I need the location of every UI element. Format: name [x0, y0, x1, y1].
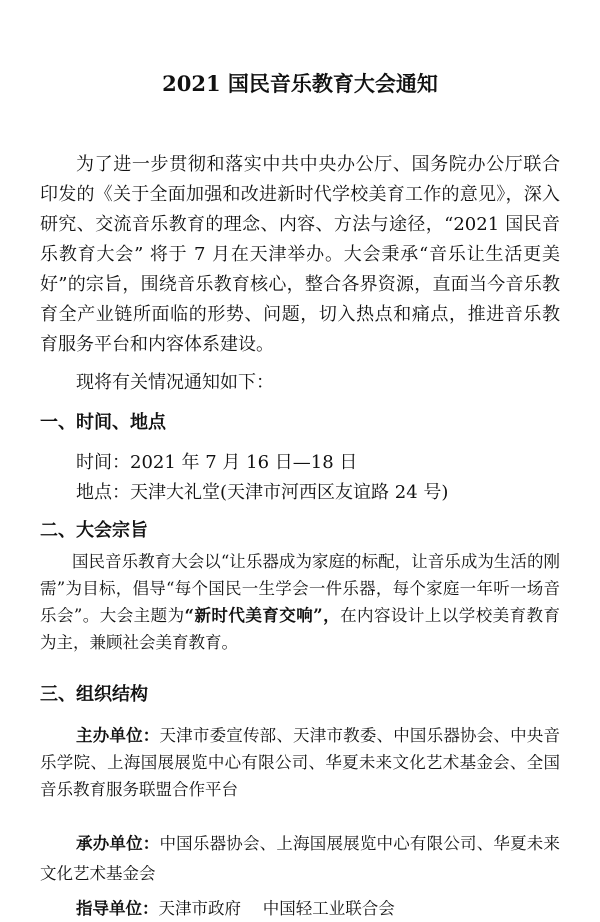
- event-time: 时间：2021 年 7 月 16 日—18 日: [76, 452, 358, 473]
- purpose-text-after: 在内容设计上以学校美育教育为主，兼顾社会美育教育。: [40, 606, 561, 652]
- guide-list: 天津市政府 中国轻工业联合会: [158, 898, 395, 918]
- conference-theme: “新时代美育交响”，: [184, 606, 341, 625]
- event-place: 地点：天津大礼堂(天津市河西区友谊路 24 号): [76, 482, 449, 503]
- host-list: 天津市委宣传部、天津市教委、中国乐器协会、中央音乐学院、上海国展展览中心有限公司、华夏未来文化艺术基金会、全国音乐教育服务联盟合作平台: [40, 725, 561, 799]
- guide-units: [40, 895, 560, 922]
- section-heading-organization: 三、组织结构: [40, 684, 148, 705]
- section-heading-time-place: 一、时间、地点: [40, 412, 166, 433]
- purpose-text-before: 国民音乐教育大会以“让乐器成为家庭的标配，让音乐成为生活的刚需”为目标，倡导“每个国民一生学会一件乐器，每个家庭一年听一场音乐会”。大会主题为: [40, 552, 560, 625]
- host-units: [40, 722, 560, 803]
- section-heading-purpose: 二、大会宗旨: [40, 520, 148, 541]
- host-label: 主办单位：: [76, 725, 160, 745]
- organizer-units: [40, 829, 560, 889]
- organizer-list: 中国乐器协会、上海国展展览中心有限公司、华夏未来文化艺术基金会: [40, 833, 561, 883]
- document-title: 2021 国民音乐教育大会通知: [162, 71, 438, 96]
- intro-paragraph: 为了进一步贯彻和落实中共中央办公厅、国务院办公厅联合印发的《关于全面加强和改进新时代学校美育工作的意见》，深入研究、交流音乐教育的理念、内容、方法与途径，“2021 国民音乐教育大会” 将于 7 月在天津举办。大会秉承“音乐让生活更美好”的宗旨，围绕音乐教育核心，整合各界资源，直面当今音乐教育全产业链所面临的形势、问题，切入热点和痛点，推进音乐教育服务平台和内容体系建设。: [40, 154, 560, 355]
- guide-label: 指导单位：: [76, 898, 159, 918]
- notice-line: 现将有关情况通知如下：: [76, 372, 274, 393]
- purpose-paragraph: [40, 548, 560, 656]
- organizer-label: 承办单位：: [76, 833, 160, 853]
